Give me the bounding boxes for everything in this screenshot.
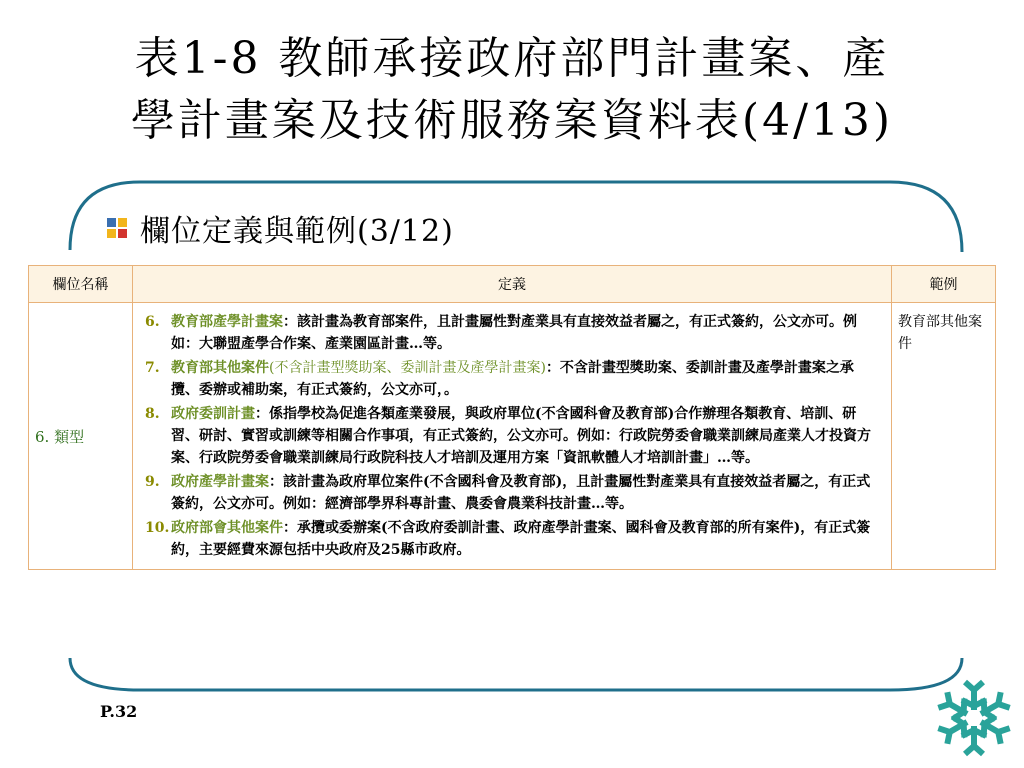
- definition-item: [145, 311, 881, 355]
- definition-item: [145, 403, 881, 469]
- definition-table: [28, 265, 996, 570]
- header-definition: 定義: [133, 266, 892, 303]
- item-description: ：該計畫為教育部案件，且計畫屬性對產業具有直接效益者屬之，有正式簽約，公文亦可。例如：大聯盟產學合作案、產業園區計畫…等。: [171, 314, 857, 352]
- item-number: 8.: [145, 406, 160, 422]
- item-term: 政府部會其他案件: [171, 520, 283, 536]
- item-number: 6.: [145, 314, 160, 330]
- snowflake-logo-icon: [926, 670, 1022, 766]
- section-heading-text: 欄位定義與範例(3/12): [140, 214, 454, 249]
- header-example: 範例: [892, 266, 996, 303]
- item-note: (不含計畫型獎助案、委訓計畫及產學計畫案): [269, 360, 546, 376]
- item-description: ：係指學校為促進各類產業發展，與政府單位(不含國科會及教育部)合作辦理各類教育、培訓、研習、研討、實習或訓練等相關合作事項，有正式簽約，公文亦可。例如：行政院勞委會職業訓練局產業人才投資方案、行政院勞委會職業訓練局行政院科技人才培訓及運用方案「資訊軟體人才培訓計畫」…等。: [171, 406, 871, 466]
- slide-title: [0, 28, 1024, 152]
- item-number: 10.: [145, 520, 170, 536]
- item-description: ：承攬或委辦案(不含政府委訓計畫、政府產學計畫案、國科會及教育部的所有案件)，有正式簽約，主要經費來源包括中央政府及25縣市政府。: [171, 520, 871, 558]
- item-number: 7.: [145, 360, 160, 376]
- header-field-name: 欄位名稱: [29, 266, 133, 303]
- title-line-2: 學計畫案及技術服務案資料表(4/13): [130, 95, 894, 146]
- item-term: 政府委訓計畫: [171, 406, 255, 422]
- section-heading: [106, 206, 454, 250]
- definition-item: [145, 517, 881, 561]
- page-number: P.32: [100, 702, 138, 721]
- item-term: 教育部產學計畫案: [171, 314, 283, 330]
- example-cell: 教育部其他案件: [892, 303, 996, 570]
- item-description: ：該計畫為政府單位案件(不含國科會及教育部)，且計畫屬性對產業具有直接效益者屬之，有正式簽約，公文亦可。例如：經濟部學界科專計畫、農委會農業科技計畫…等。: [171, 474, 871, 512]
- definition-item: [145, 357, 881, 401]
- title-line-1: 表1-8 教師承接政府部門計畫案、產: [134, 33, 890, 84]
- item-number: 9.: [145, 474, 160, 490]
- definition-item: [145, 471, 881, 515]
- field-name-cell: 6. 類型: [29, 303, 133, 570]
- definition-cell: [133, 303, 892, 570]
- table-header-row: [29, 266, 996, 303]
- item-term: 教育部其他案件: [171, 360, 269, 376]
- item-description: ：不含計畫型獎助案、委訓計畫及產學計畫案之承攬、委辦或補助案，有正式簽約，公文亦可，。: [171, 360, 854, 398]
- table-row: [29, 303, 996, 570]
- square-bullet-icon: [106, 217, 128, 239]
- item-term: 政府產學計畫案: [171, 474, 269, 490]
